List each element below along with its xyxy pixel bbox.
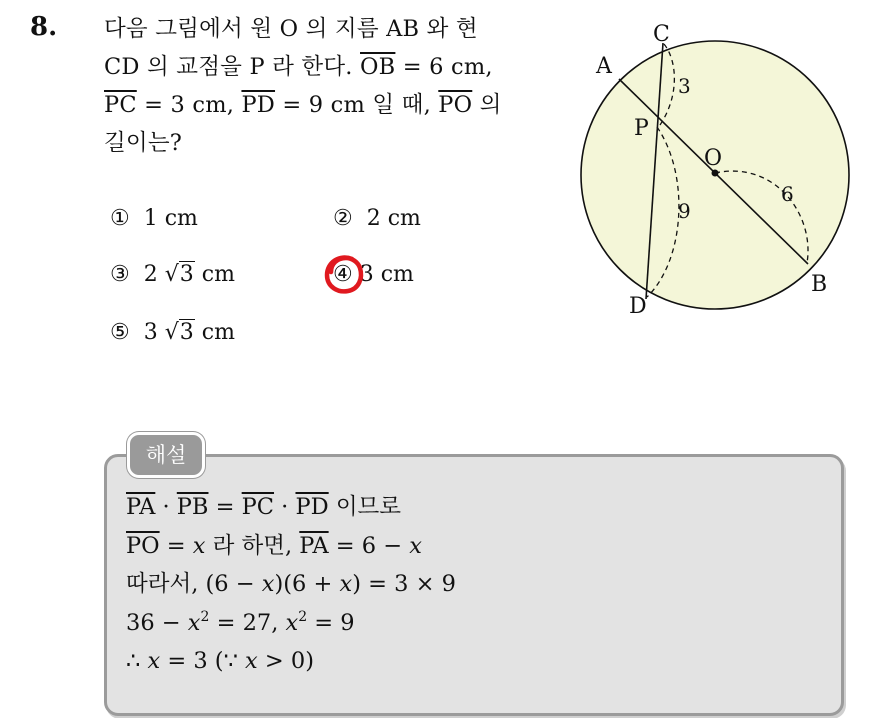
solution-text: = 27, (209, 609, 286, 636)
math-op: · (274, 494, 296, 520)
solution-text: ∴ (126, 648, 148, 674)
choice-mark: ② (333, 206, 353, 231)
solution-text: 라 하면, (205, 532, 300, 559)
solution-tab: 해설 (127, 432, 205, 478)
variable-x: x (245, 648, 258, 674)
solution-line-4 (126, 604, 456, 643)
solution-text: 36 − (126, 609, 188, 636)
segment-pc: $\overline{PC}$ (241, 494, 275, 520)
solution-line-3 (126, 565, 456, 604)
solution-content (126, 488, 456, 681)
question-line-3 (104, 86, 559, 124)
question-line-4: 길이는? (104, 130, 183, 156)
choice-text: 1 cm (143, 206, 198, 231)
segment-pc: $\overline{PC}$ (104, 92, 137, 118)
solution-text: )(6 + (274, 571, 340, 597)
question-text-segment: 의 (472, 92, 502, 118)
question-line-1: 다음 그림에서 원 O 의 지름 AB 와 현 (104, 16, 478, 42)
choice-mark: ④ (333, 262, 353, 287)
question-text-segment: = 6 cm, (395, 54, 493, 80)
label-c: C (653, 22, 670, 47)
choice-coefficient: 2 (143, 262, 158, 287)
solution-text: = 3 (∵ (160, 648, 246, 674)
choice-coefficient: 3 (143, 320, 158, 345)
question-text-segment: = 3 cm, (136, 92, 242, 118)
segment-pa: $\overline{PA}$ (126, 494, 156, 520)
label-o: O (704, 146, 723, 171)
length-pd: 9 (678, 199, 691, 223)
exponent: 2 (298, 608, 308, 625)
question-text (104, 10, 559, 162)
math-op: = (208, 494, 242, 520)
variable-x: x (285, 609, 299, 636)
solution-line-1 (126, 488, 456, 527)
solution-text: = 9 (307, 609, 355, 636)
choice-text: 3 cm (359, 262, 414, 287)
choice-text: 2 cm (366, 206, 421, 231)
choice-mark: ⑤ (110, 320, 130, 345)
segment-po: $\overline{PO}$ (438, 92, 473, 118)
length-pc: 3 (678, 74, 691, 98)
solution-line-2 (126, 527, 456, 566)
choice-1[interactable] (110, 206, 198, 231)
choice-text: cm (194, 262, 235, 287)
segment-po: $\overline{PO}$ (126, 532, 160, 559)
question-text-segment: = 9 cm 일 때, (275, 92, 439, 118)
choice-mark: ③ (110, 262, 130, 287)
choice-mark: ① (110, 206, 130, 231)
solution-text: ) = 3 × 9 (352, 571, 456, 597)
radicand: 3 (179, 320, 194, 345)
solution-text: 이므로 (328, 494, 402, 520)
segment-pb: $\overline{PB}$ (176, 494, 209, 520)
question-line-2 (104, 48, 559, 86)
sqrt-symbol: √3 (164, 262, 194, 287)
segment-pd: $\overline{PD}$ (295, 494, 329, 520)
choice-3[interactable] (110, 262, 235, 287)
solution-text: 따라서, (6 − (126, 571, 262, 597)
question-number: 8. (30, 12, 58, 42)
length-ob: 6 (781, 182, 794, 206)
math-op: · (155, 494, 177, 520)
exponent: 2 (200, 608, 210, 625)
segment-pd: $\overline{PD}$ (241, 92, 276, 118)
sqrt-symbol: √3 (164, 320, 194, 345)
radicand: 3 (179, 262, 194, 287)
segment-ob: $\overline{OB}$ (360, 54, 396, 80)
choice-5[interactable] (110, 320, 235, 345)
segment-pa: $\overline{PA}$ (299, 532, 329, 559)
solution-line-5 (126, 642, 456, 681)
math-op: = 6 − (328, 532, 410, 559)
variable-x: x (192, 532, 206, 559)
variable-x: x (409, 532, 422, 559)
variable-x: x (339, 571, 353, 597)
solution-text: > 0) (257, 648, 314, 674)
answer-circle-mark (322, 252, 366, 296)
math-op: = (159, 532, 193, 559)
variable-x: x (187, 609, 201, 636)
choice-2[interactable] (333, 206, 421, 231)
choice-text: cm (194, 320, 235, 345)
label-b: B (811, 272, 828, 297)
label-a: A (596, 54, 612, 79)
question-text-segment: CD 의 교점을 P 라 한다. (104, 54, 361, 80)
variable-x: x (261, 571, 275, 597)
variable-x: x (147, 648, 161, 674)
circle-figure (565, 15, 875, 320)
label-d: D (629, 294, 647, 319)
label-p: P (634, 116, 649, 141)
